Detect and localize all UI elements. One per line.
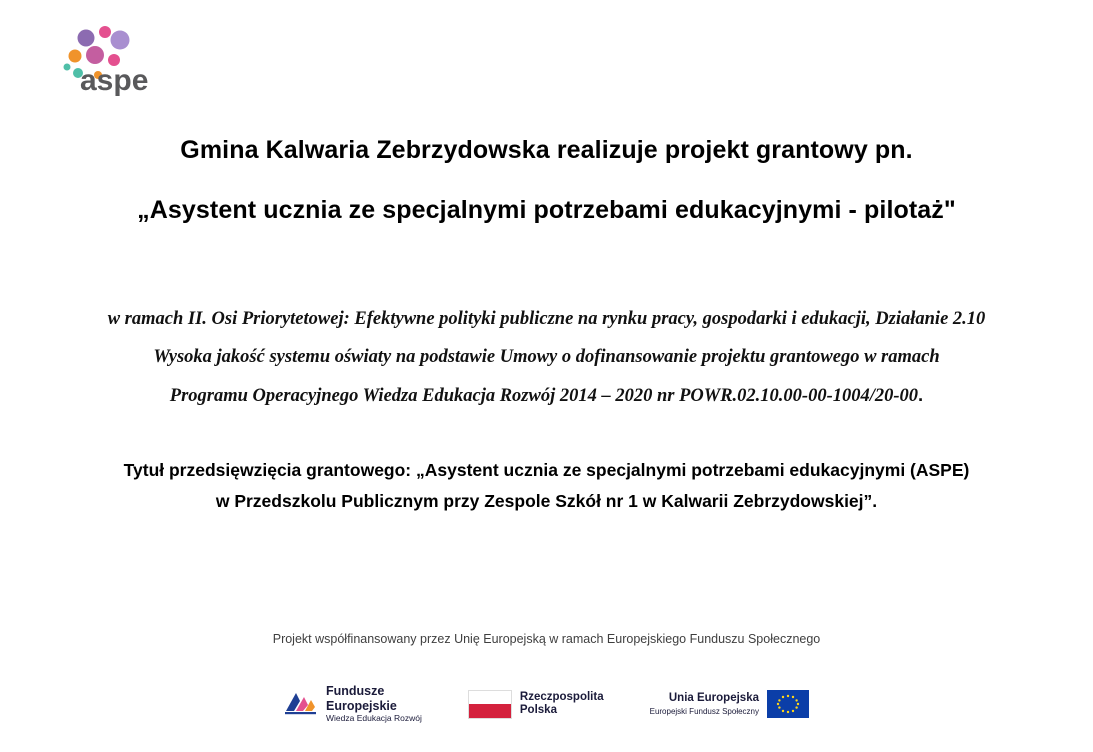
eu-flag-icon <box>767 690 809 718</box>
aspe-wordmark: aspe <box>80 64 149 97</box>
rzeczpospolita-polska-line-1: Rzeczpospolita <box>519 690 604 703</box>
footer-logo-strip <box>0 676 1093 732</box>
polish-flag-icon <box>468 690 512 719</box>
logo-rzeczpospolita-polska <box>468 682 604 726</box>
program-description-line-2: Wysoka jakość systemu oświaty na podstawie Umowy o dofinansowanie projektu grantowego w ramach <box>153 347 940 367</box>
page-title-line-1: Gmina Kalwaria Zebrzydowska realizuje projekt grantowy pn. <box>180 136 913 164</box>
fundusze-europejskie-line-3: Wiedza Edukacja Rozwój <box>325 712 422 723</box>
fundusze-europejskie-icon <box>284 685 318 724</box>
rzeczpospolita-polska-text <box>520 691 604 717</box>
fundusze-europejskie-line-2: Europejskie <box>325 698 397 713</box>
project-title <box>0 455 1093 517</box>
page-title-line-2: „Asystent ucznia ze specjalnymi potrzebami edukacyjnymi - pilotaż" <box>137 196 956 224</box>
logo-fundusze-europejskie <box>284 682 422 726</box>
aspe-logo <box>48 18 188 98</box>
unia-europejska-text <box>650 692 759 716</box>
project-title-line-2: w Przedszkolu Publicznym przy Zespole Szkół nr 1 w Kalwarii Zebrzydowskiej”. <box>215 491 878 511</box>
logo-unia-europejska <box>650 682 809 726</box>
fundusze-europejskie-line-1: Fundusze <box>325 684 385 699</box>
unia-europejska-line-1: Unia Europejska <box>668 691 759 704</box>
page-title <box>0 120 1093 240</box>
program-description-line-1: w ramach II. Osi Priorytetowej: Efektywne polityki publiczne na rynku pracy, gospodarki i edukacji, Działanie 2.10 <box>107 309 986 329</box>
rzeczpospolita-polska-line-2: Polska <box>519 704 557 716</box>
program-description-line-3 <box>0 376 1093 415</box>
project-title-line-1: Tytuł przedsięwzięcia grantowego: „Asystent ucznia ze specjalnymi potrzebami edukacyjnymi (ASPE) <box>123 460 970 480</box>
financing-note: Projekt współfinansowany przez Unię Europejską w ramach Europejskiego Funduszu Społecznego <box>272 632 821 646</box>
fundusze-europejskie-text <box>326 684 422 724</box>
program-description-period: . <box>918 384 924 405</box>
unia-europejska-line-2: Europejski Fundusz Społeczny <box>649 707 759 717</box>
program-description <box>0 300 1093 415</box>
program-description-line-3-text: Programu Operacyjnego Wiedza Edukacja Rozwój 2014 – 2020 nr POWR.02.10.00-00-1004/20-00 <box>169 386 919 406</box>
